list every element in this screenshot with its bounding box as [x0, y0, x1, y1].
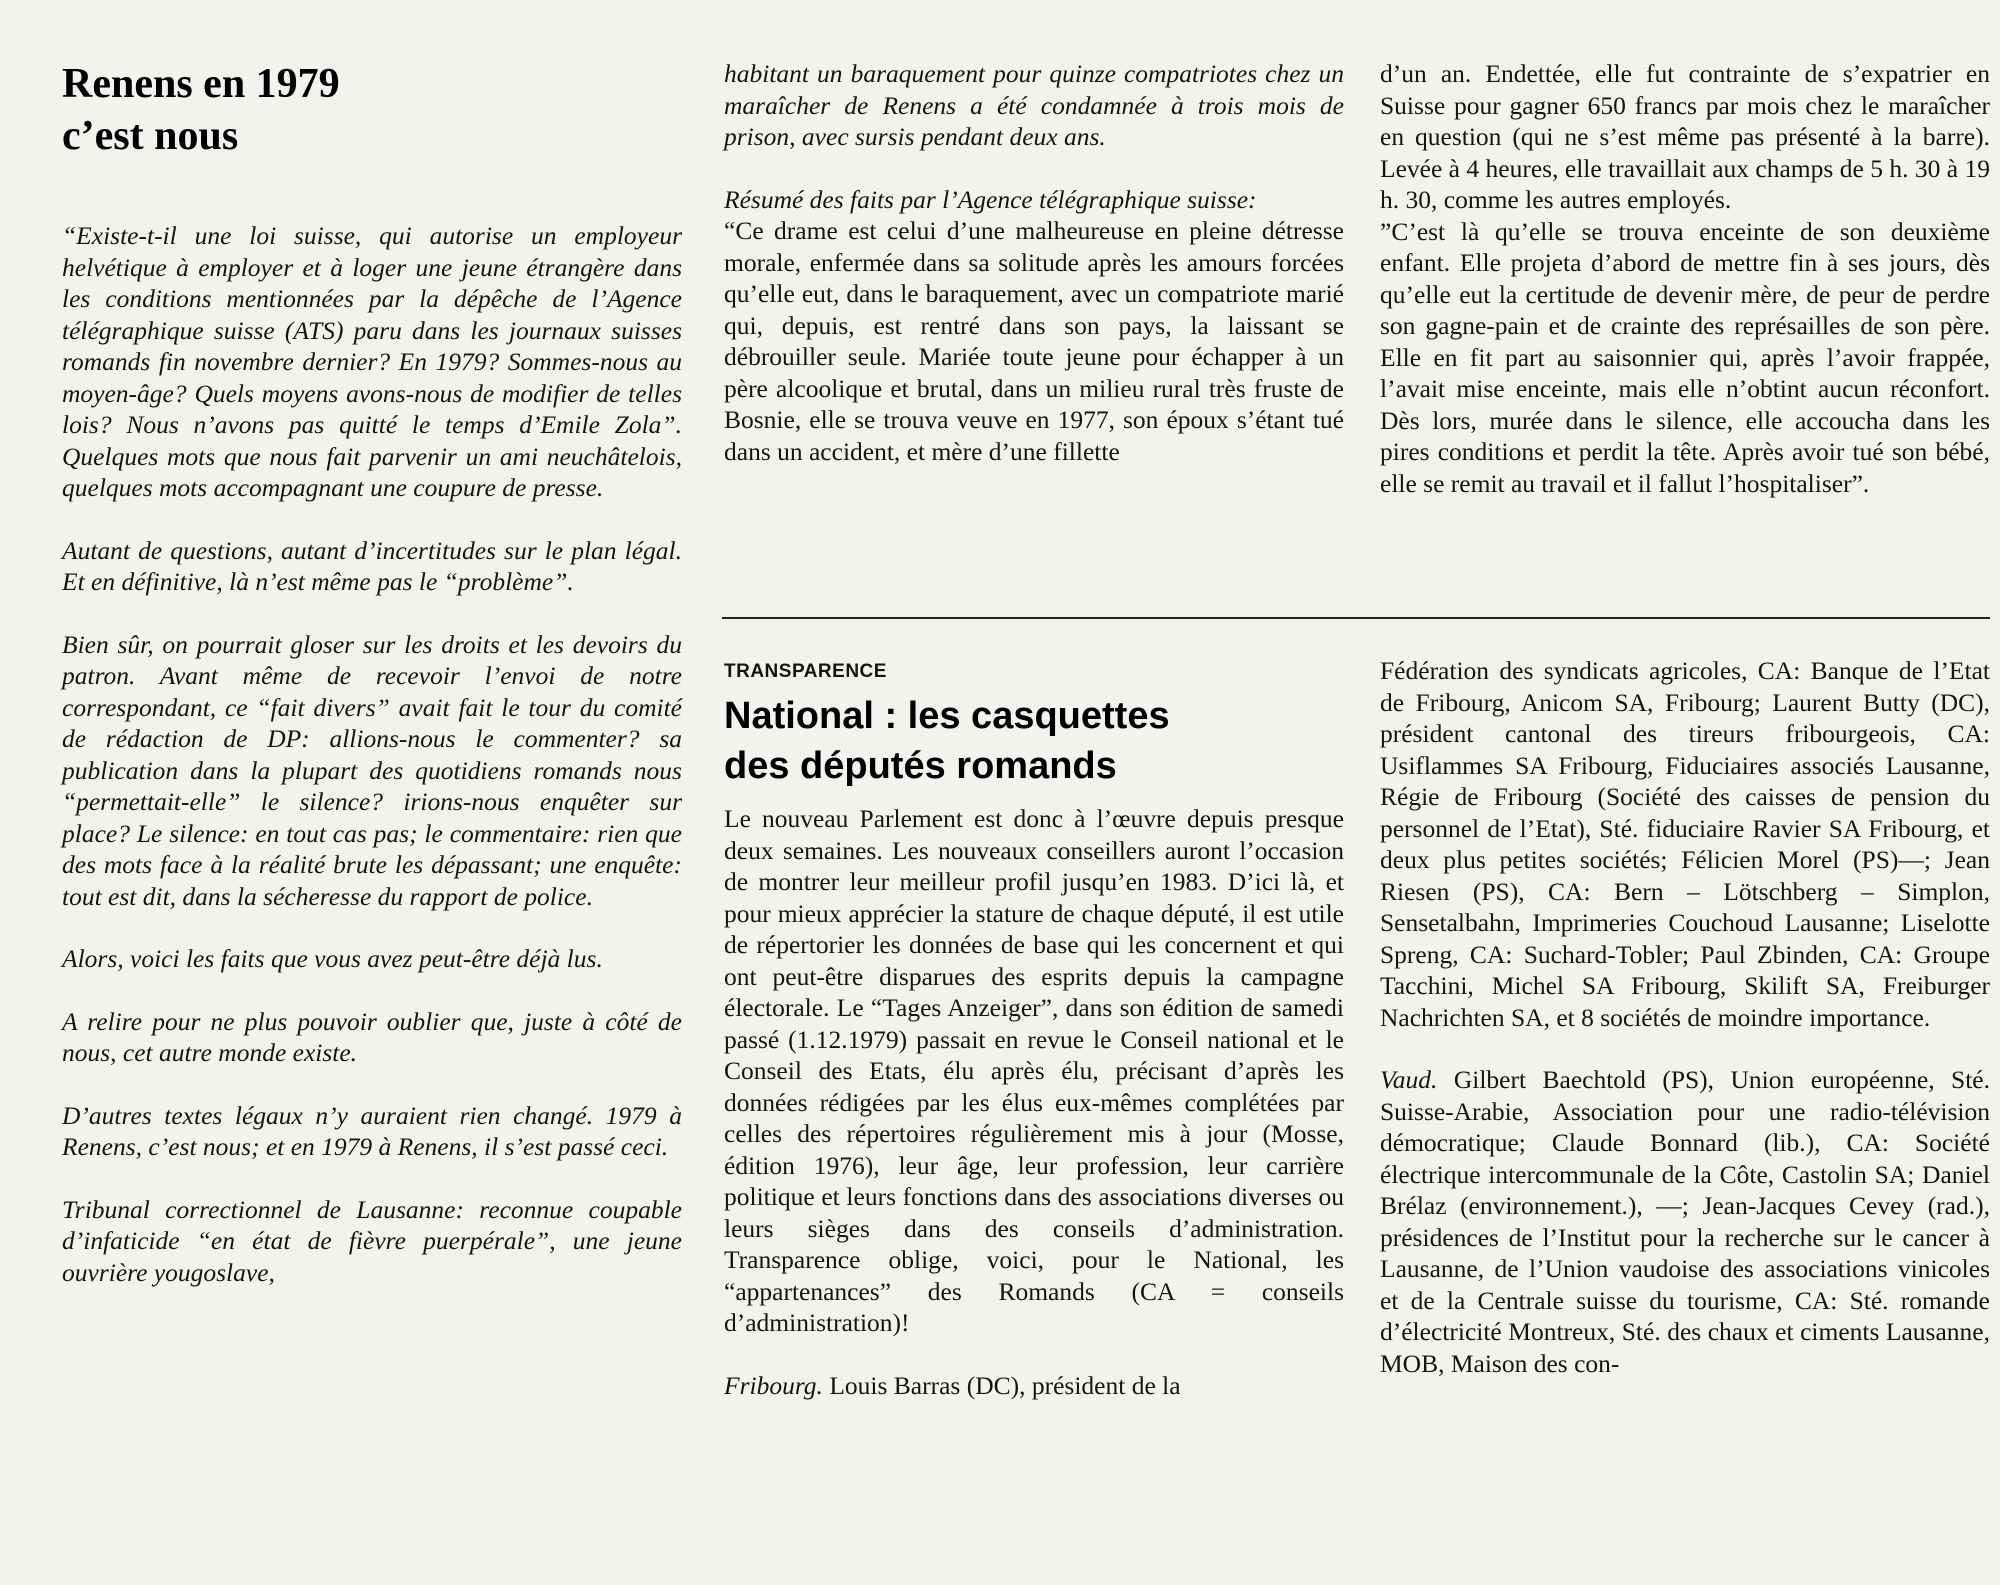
article-transparence-column-2 — [1380, 655, 1990, 1410]
paragraph-8: habitant un baraquement pour quinze compatriotes chez un maraîcher de Renens a été condamnée à trois mois de prison, avec sursis pendant deux ans. — [724, 59, 1344, 151]
paragraph-2: Autant de questions, autant d’incertitudes sur le plan légal. Et en définitive, là n’est même pas le “problème”. — [62, 535, 682, 596]
article-renens-column-1 — [62, 58, 682, 1319]
paragraph-4-text: Gilbert Baechtold (PS), Union européenne, Sté. Suisse-Arabie, Association pour une radio-télévision démocratique; Claude Bonnard (lib.), CA: Société électrique intercommunale de la Côte, Castolin SA; Daniel Brélaz (environnement.), —; Jean-Jacques Cevey (rad.), présidences de l’Institut pour la recherche sur le cancer à Lausanne, de l’Union vaudoise des associations vinicoles et de la Centrale suisse du tourisme, CA: Sté. romande d’électricité Montreux, Sté. des chaux et ciments Lausanne, MOB, Maison des con- — [1380, 1065, 1990, 1378]
article-title — [62, 58, 682, 162]
paragraph-3: Bien sûr, on pourrait gloser sur les droits et les devoirs du patron. Avant même de recevoir l’envoi de notre correspondant, ce “fait divers” avait fait le tour du comité de rédaction de DP: allions-nous le commenter? sa publication dans la plupart des quotidiens romands nous “permettait-elle” le silence? irions-nous enquêter sur place? Le silence: en tout cas pas; le commentaire: rien que des mots face à la réalité brute les dépassant; une enquête: tout est dit, dans la sécheresse du rapport de police. — [62, 629, 682, 911]
paragraph-10: “Ce drame est celui d’une malheureuse en pleine détresse morale, enfermée dans sa solitude après les amours forcées qu’elle eut, dans le baraquement, avec un compatriote marié qui, depuis, est rentré dans son pays, la laissant se débrouiller seule. Mariée toute jeune pour échapper à un père alcoolique et brutal, dans un milieu rural très fruste de Bosnie, elle se trouva veuve en 1977, son époux s’étant tué dans un accident, et mère d’une fillette — [724, 216, 1344, 466]
article-transparence-column-1 — [724, 655, 1344, 1432]
title-line-2: c’est nous — [62, 113, 239, 159]
paragraph-fribourg — [724, 1370, 1344, 1402]
section-divider-rule — [722, 617, 1990, 619]
article-2-title — [724, 691, 1344, 791]
paragraph-2-text: Louis Barras (DC), président de la — [822, 1370, 1181, 1400]
paragraph-1: “Existe-t-il une loi suisse, qui autorise un employeur helvétique à employer et à loger une jeune étrangère dans les conditions mentionnées par la dépêche de l’Agence télégraphique suisse (ATS) paru dans les journaux suisses romands fin novembre dernier? En 1979? Sommes-nous au moyen-âge? Quels moyens avons-nous de modifier de telles lois? Nous n’avons pas quitté le temps d’Emile Zola”. Quelques mots que nous fait parvenir un ami neuchâtelois, quelques mots accompagnant une coupure de presse. — [62, 221, 682, 502]
title-line-2: des députés romands — [724, 745, 1117, 787]
paragraph-7: Tribunal correctionnel de Lausanne: reconnue coupable d’infaticide “en état de fièvre puerpérale”, une jeune ouvrière yougoslave, — [62, 1194, 682, 1287]
paragraph-4: Alors, voici les faits que vous avez peut-être déjà lus. — [62, 944, 603, 973]
paragraph-9: Résumé des faits par l’Agence télégraphique suisse: — [724, 184, 1257, 214]
canton-label-fribourg: Fribourg. — [724, 1370, 823, 1400]
paragraph-11: d’un an. Endettée, elle fut contrainte de s’expatrier en Suisse pour gagner 650 francs par mois chez le maraîcher en question (qui ne s’est même pas présenté à la barre). Levée à 4 heures, elle travaillait aux champs de 5 h. 30 à 19 h. 30, comme les autres employés. — [1380, 59, 1990, 214]
paragraph-3: Fédération des syndicats agricoles, CA: Banque de l’Etat de Fribourg, Anicom SA, Fribourg; Laurent Butty (DC), président cantonal des tireurs fribourgeois, CA: Usiflammes SA Fribourg, Fiduciaires associés Lausanne, Régie de Fribourg (Société des caisses de pension du personnel de l’Etat), Sté. fiduciaire Ravier SA Fribourg, et deux plus petites sociétés; Félicien Morel (PS)—; Jean Riesen (PS), CA: Bern – Lötschberg – Simplon, Sensetalbahn, Imprimeries Couchoud Lausanne; Liselotte Spreng, CA: Suchard-Tobler; Paul Zbinden, CA: Groupe Tacchini, Michel SA Fribourg, Skilift SA, Freiburger Nachrichten SA, et 8 sociétés de moindre importance. — [1380, 656, 1990, 1032]
paragraph-vaud — [1380, 1064, 1990, 1379]
paragraph-1: Le nouveau Parlement est donc à l’œuvre depuis presque deux semaines. Les nouveaux conseillers auront l’occasion de montrer leur meilleur profil jusqu’en 1983. D’ici là, et pour mieux apprécier la stature de chaque député, il est utile de répertorier les données de base qui les concernent et qui ont peut-être disparues des esprits depuis la campagne électorale. Le “Tages Anzeiger”, dans son édition de samedi passé (1.12.1979) passait en revue le Conseil national et le Conseil des Etats, élu après élu, précisant d’après les données rédigées par les élus eux-mêmes complétées par celles des répertoires régulièrement mis à jour (Mosse, édition 1976), leur âge, leur profession, leur carrière politique et leurs fonctions dans des associations diverses ou leurs sièges dans des conseils d’administration. Transparence oblige, voici, pour le National, les “appartenances” des Romands (CA = conseils d’administration)! — [724, 804, 1344, 1337]
section-kicker: TRANSPARENCE — [724, 661, 887, 682]
paragraph-5: A relire pour ne plus pouvoir oublier que, juste à côté de nous, cet autre monde existe. — [62, 1006, 682, 1067]
article-renens-column-2 — [724, 58, 1344, 498]
title-line-1: National : les casquettes — [724, 695, 1170, 737]
title-line-1: Renens en 1979 — [62, 61, 340, 107]
paragraph-6: D’autres textes légaux n’y auraient rien changé. 1979 à Renens, c’est nous; et en 1979 à Renens, il s’est passé ceci. — [62, 1100, 682, 1161]
article-renens-column-3 — [1380, 58, 1990, 499]
paragraph-12: ”C’est là qu’elle se trouva enceinte de son deuxième enfant. Elle projeta d’abord de mettre fin à ses jours, dès qu’elle eut la certitude de devenir mère, de peur de perdre son gagne-pain et de crainte des représailles de son père. Elle en fit part au saisonnier qui, après l’avoir frappée, l’avait mise enceinte, mais elle n’obtint aucun réconfort. Dès lors, murée dans le silence, elle accoucha dans les pires conditions et perdit la tête. Après avoir tué son bébé, elle se remit au travail et il fallut l’hospitaliser”. — [1380, 216, 1990, 498]
canton-label-vaud: Vaud. — [1380, 1065, 1438, 1094]
